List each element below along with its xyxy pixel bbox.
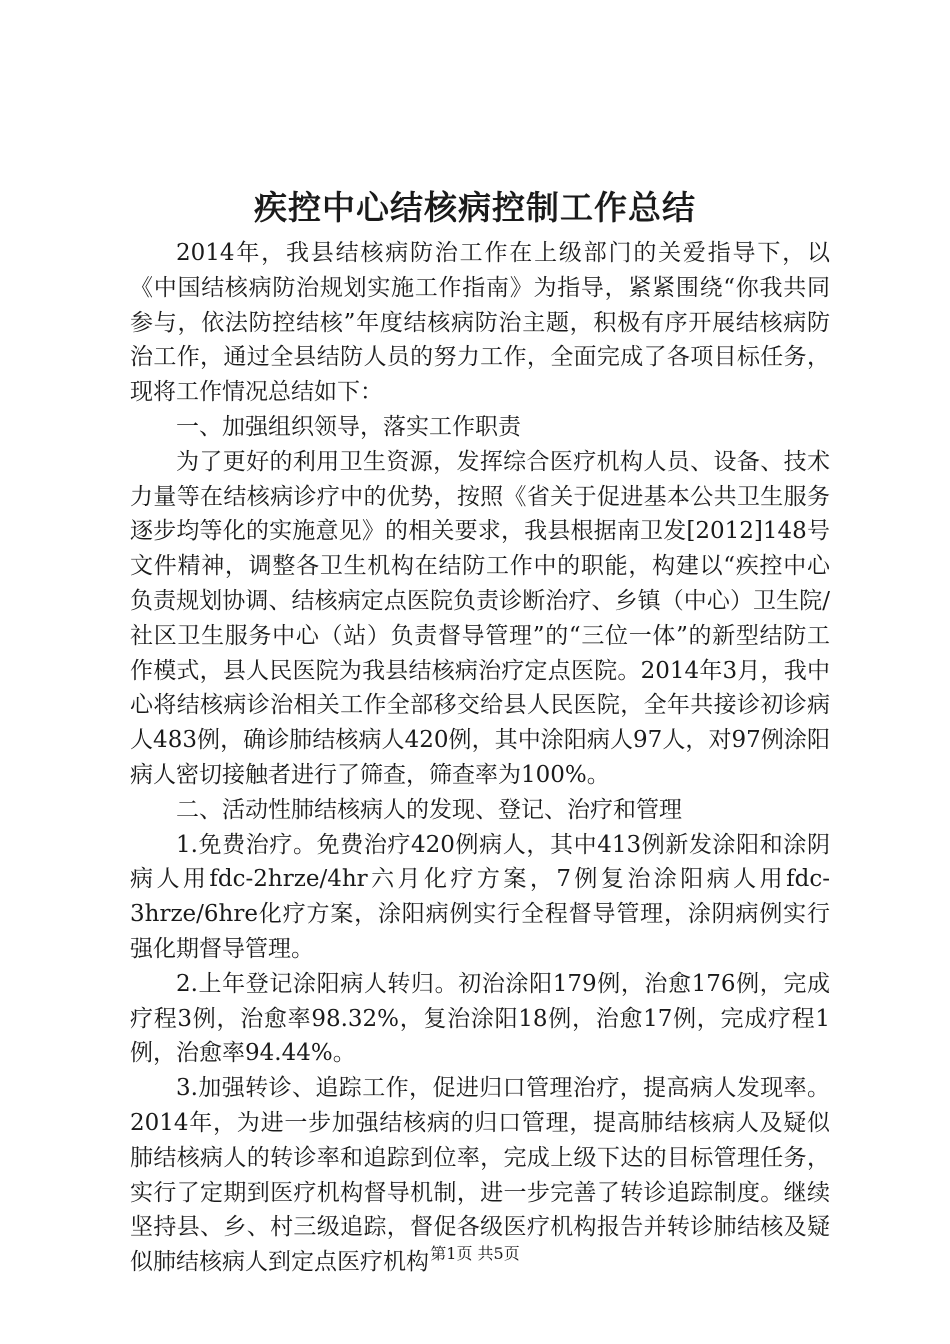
page-number: 第1页 共5页 [430, 1244, 520, 1263]
paragraph-section-1: 为了更好的利用卫生资源，发挥综合医疗机构人员、设备、技术力量等在结核病诊疗中的优势，按照《省关于促进基本公共卫生服务逐步均等化的实施意见》的相关要求，我县根据南卫发[2012]148号文件精神，调整各卫生机构在结防工作中的职能，构建以“疾控中心负责规划协调、结核病定点医院负责诊断治疗、乡镇（中心）卫生院/社区卫生服务中心（站）负责督导管理”的“三位一体”的新型结防工作模式，县人民医院为我县结核病治疗定点医院。2014年3月，我中心将结核病诊治相关工作全部移交给县人民医院，全年共接诊初诊病人483例，确诊肺结核病人420例，其中涂阳病人97人，对97例涂阳病人密切接触者进行了筛查，筛查率为100%。 [130, 448, 830, 788]
paragraph-item-2: 2.上年登记涂阳病人转归。初治涂阳179例，治愈176例，完成疗程3例，治愈率98.32%，复治涂阳18例，治愈17例，完成疗程1例，治愈率94.44%。 [130, 970, 830, 1067]
heading-section-1: 一、加强组织领导，落实工作职责 [176, 413, 521, 440]
heading-section-2: 二、活动性肺结核病人的发现、登记、治疗和管理 [176, 796, 682, 823]
paragraph-item-3: 3.加强转诊、追踪工作，促进归口管理治疗，提高病人发现率。2014年，为进一步加强结核病的归口管理，提高肺结核病人及疑似肺结核病人的转诊率和追踪到位率，完成上级下达的目标管理任务，实行了定期到医疗机构督导机制，进一步完善了转诊追踪制度。继续坚持县、乡、村三级追踪，督促各级医疗机构报告并转诊肺结核及疑似肺结核病人到定点医疗机构 [130, 1075, 830, 1276]
document-body [130, 236, 830, 1280]
paragraph-item-1: 1.免费治疗。免费治疗420例病人，其中413例新发涂阳和涂阴病人用fdc-2hrze/4hr六月化疗方案，7例复治涂阳病人用fdc-3hrze/6hre化疗方案，涂阳病例实行全程督导管理，涂阴病例实行强化期督导管理。 [130, 831, 830, 962]
document-title: 疾控中心结核病控制工作总结 [254, 188, 696, 227]
paragraph-intro: 2014年，我县结核病防治工作在上级部门的关爱指导下，以《中国结核病防治规划实施工作指南》为指导，紧紧围绕“你我共同参与，依法防控结核”年度结核病防治主题，积极有序开展结核病防治工作，通过全县结防人员的努力工作，全面完成了各项目标任务，现将工作情况总结如下： [130, 240, 830, 406]
